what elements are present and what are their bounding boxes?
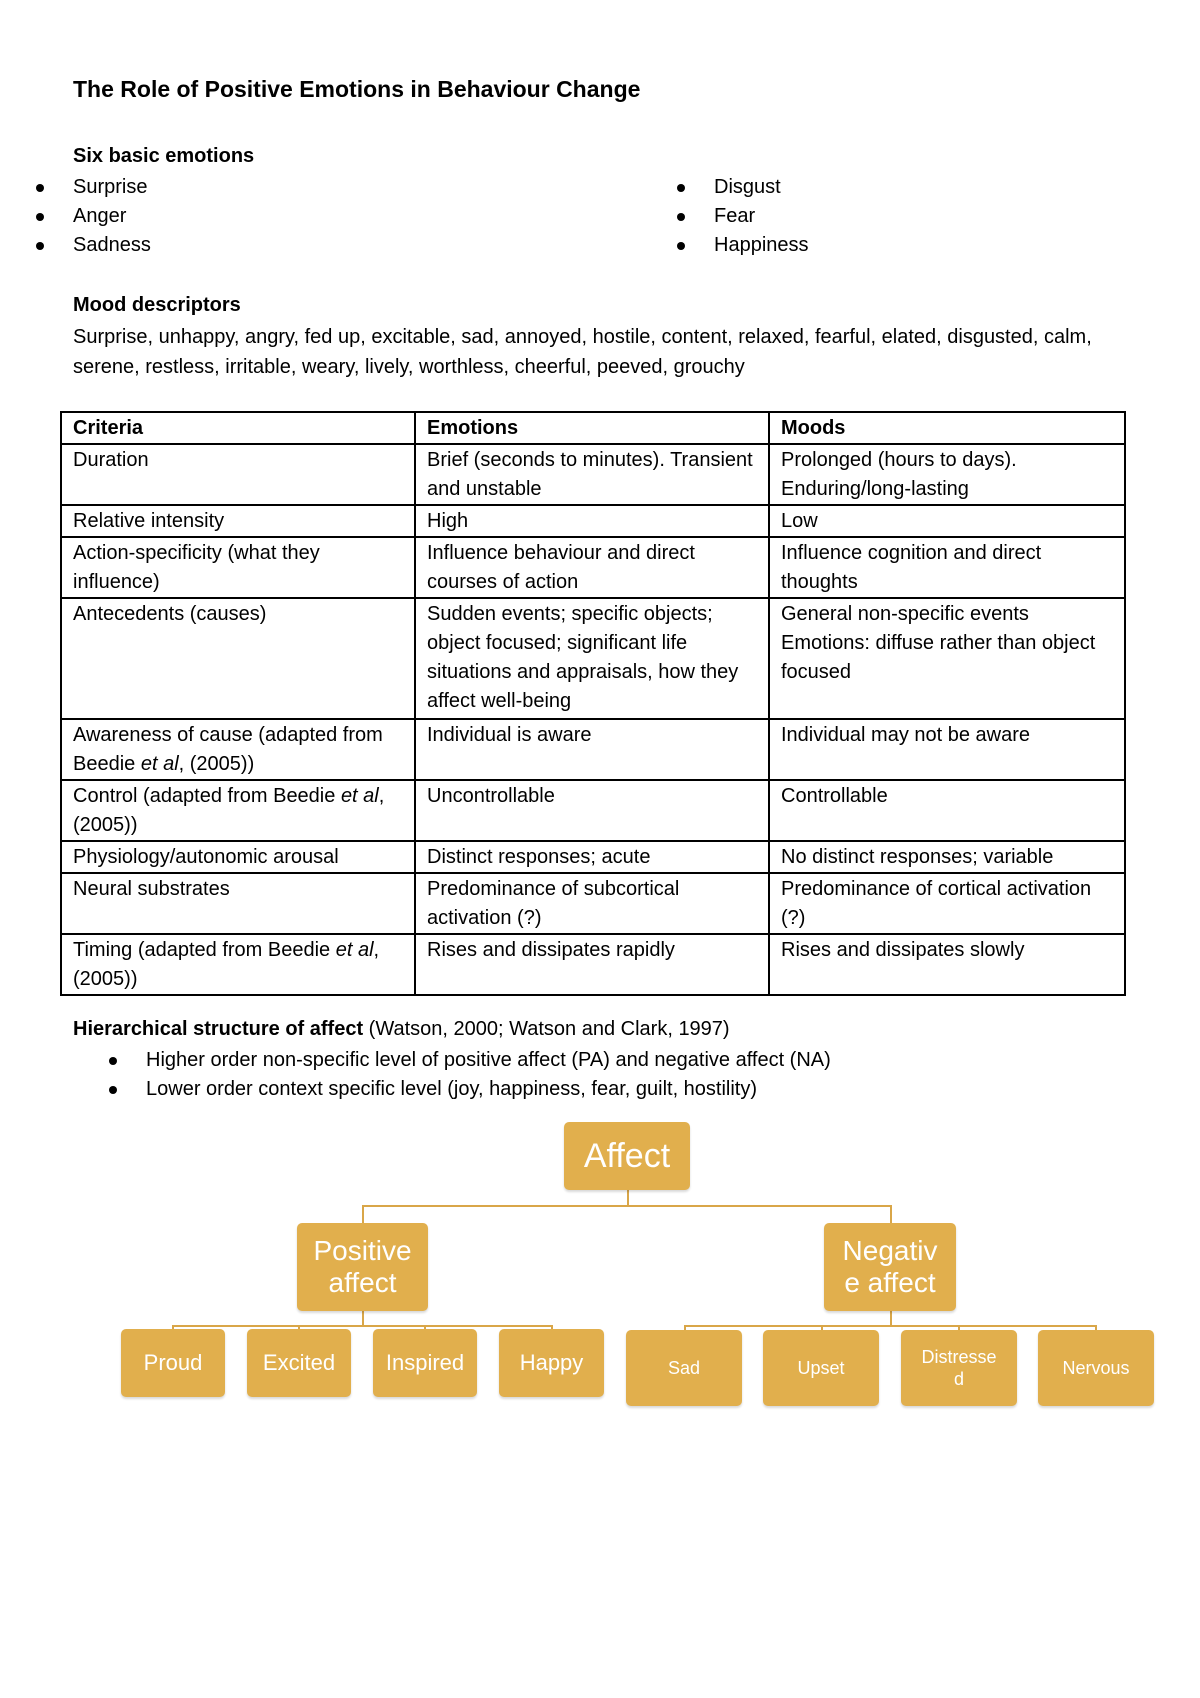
table-cell: Predominance of subcortical activation (?) bbox=[415, 873, 769, 934]
table-row bbox=[61, 505, 1125, 537]
table-cell: Controllable bbox=[769, 780, 1125, 841]
table-row bbox=[61, 537, 1125, 598]
bullet-icon bbox=[109, 1086, 117, 1094]
table-cell: Physiology/autonomic arousal bbox=[61, 841, 415, 873]
node-negative-affect: Negativ e affect bbox=[824, 1223, 956, 1311]
connector-line bbox=[890, 1205, 892, 1223]
table-cell: Antecedents (causes) bbox=[61, 598, 415, 719]
table-cell: High bbox=[415, 505, 769, 537]
connector-line bbox=[627, 1190, 629, 1206]
node-nervous: Nervous bbox=[1038, 1330, 1154, 1406]
table-cell: Low bbox=[769, 505, 1125, 537]
table-cell: Neural substrates bbox=[61, 873, 415, 934]
node-upset: Upset bbox=[763, 1330, 879, 1406]
table-cell: Brief (seconds to minutes). Transient and unstable bbox=[415, 444, 769, 505]
emotions-vs-moods-table bbox=[60, 411, 1126, 996]
list-item: Lower order context specific level (joy, happiness, fear, guilt, hostility) bbox=[0, 1075, 1120, 1104]
table-cell: No distinct responses; variable bbox=[769, 841, 1125, 873]
connector-line bbox=[362, 1205, 364, 1223]
hierarchy-list bbox=[0, 1046, 1120, 1104]
bullet-icon bbox=[677, 213, 685, 221]
header-moods: Moods bbox=[769, 412, 1125, 444]
header-emotions: Emotions bbox=[415, 412, 769, 444]
table-row bbox=[61, 598, 1125, 719]
table-cell: Duration bbox=[61, 444, 415, 505]
table-cell: Sudden events; specific objects; object focused; significant life situations and appraisals, how they affect well-being bbox=[415, 598, 769, 719]
table-row bbox=[61, 934, 1125, 995]
table-cell: Influence cognition and direct thoughts bbox=[769, 537, 1125, 598]
node-affect: Affect bbox=[564, 1122, 690, 1190]
basic-emotions-heading: Six basic emotions bbox=[73, 145, 255, 167]
connector-line bbox=[362, 1310, 364, 1326]
table-cell: Rises and dissipates rapidly bbox=[415, 934, 769, 995]
list-item: Surprise bbox=[0, 173, 633, 202]
table-cell: Uncontrollable bbox=[415, 780, 769, 841]
table-row bbox=[61, 873, 1125, 934]
table-cell: Individual may not be aware bbox=[769, 719, 1125, 780]
table-cell: Timing (adapted from Beedie et al, (2005)) bbox=[61, 934, 415, 995]
node-excited: Excited bbox=[247, 1329, 351, 1397]
node-sad: Sad bbox=[626, 1330, 742, 1406]
connector-line bbox=[890, 1310, 892, 1326]
node-positive-affect: Positive affect bbox=[297, 1223, 428, 1311]
bullet-icon bbox=[36, 213, 44, 221]
mood-descriptors-heading: Mood descriptors bbox=[73, 294, 241, 316]
affect-hierarchy-diagram bbox=[0, 1110, 1200, 1420]
bullet-icon bbox=[36, 184, 44, 192]
table-row bbox=[61, 780, 1125, 841]
node-distressed: Distresse d bbox=[901, 1330, 1017, 1406]
bullet-icon bbox=[109, 1057, 117, 1065]
node-happy: Happy bbox=[499, 1329, 604, 1397]
connector-line bbox=[684, 1325, 1096, 1327]
table-cell: General non-specific events Emotions: diffuse rather than object focused bbox=[769, 598, 1125, 719]
node-inspired: Inspired bbox=[373, 1329, 477, 1397]
list-item: Sadness bbox=[0, 231, 633, 260]
list-item: Fear bbox=[641, 202, 1091, 231]
hierarchy-heading: Hierarchical structure of affect (Watson, 2000; Watson and Clark, 1997) bbox=[73, 1018, 730, 1040]
table-cell: Relative intensity bbox=[61, 505, 415, 537]
table-cell: Rises and dissipates slowly bbox=[769, 934, 1125, 995]
bullet-icon bbox=[677, 184, 685, 192]
table-cell: Individual is aware bbox=[415, 719, 769, 780]
table-cell: Distinct responses; acute bbox=[415, 841, 769, 873]
table-row bbox=[61, 719, 1125, 780]
page-title: The Role of Positive Emotions in Behaviour Change bbox=[73, 76, 641, 102]
basic-emotions-left-list bbox=[73, 173, 633, 260]
table-cell: Predominance of cortical activation (?) bbox=[769, 873, 1125, 934]
table-row bbox=[61, 444, 1125, 505]
list-item: Anger bbox=[0, 202, 633, 231]
table-row bbox=[61, 841, 1125, 873]
table-cell: Influence behaviour and direct courses of action bbox=[415, 537, 769, 598]
basic-emotions-right-list bbox=[641, 173, 1091, 260]
connector-line bbox=[362, 1205, 892, 1207]
connector-line bbox=[172, 1325, 552, 1327]
table-cell: Action-specificity (what they influence) bbox=[61, 537, 415, 598]
bullet-icon bbox=[677, 242, 685, 250]
list-item: Happiness bbox=[641, 231, 1091, 260]
table-cell: Awareness of cause (adapted from Beedie et al, (2005)) bbox=[61, 719, 415, 780]
list-item: Disgust bbox=[641, 173, 1091, 202]
list-item: Higher order non-specific level of positive affect (PA) and negative affect (NA) bbox=[0, 1046, 1120, 1075]
table-cell: Prolonged (hours to days). Enduring/long-lasting bbox=[769, 444, 1125, 505]
node-proud: Proud bbox=[121, 1329, 225, 1397]
table-cell: Control (adapted from Beedie et al, (2005)) bbox=[61, 780, 415, 841]
bullet-icon bbox=[36, 242, 44, 250]
header-criteria: Criteria bbox=[61, 412, 415, 444]
table-header-row bbox=[61, 412, 1125, 444]
mood-descriptors-text: Surprise, unhappy, angry, fed up, excitable, sad, annoyed, hostile, content, relaxed, fearful, elated, disgusted, calm, serene, restless, irritable, weary, lively, worthless, cheerful, peeved, grouchy bbox=[73, 326, 1092, 378]
